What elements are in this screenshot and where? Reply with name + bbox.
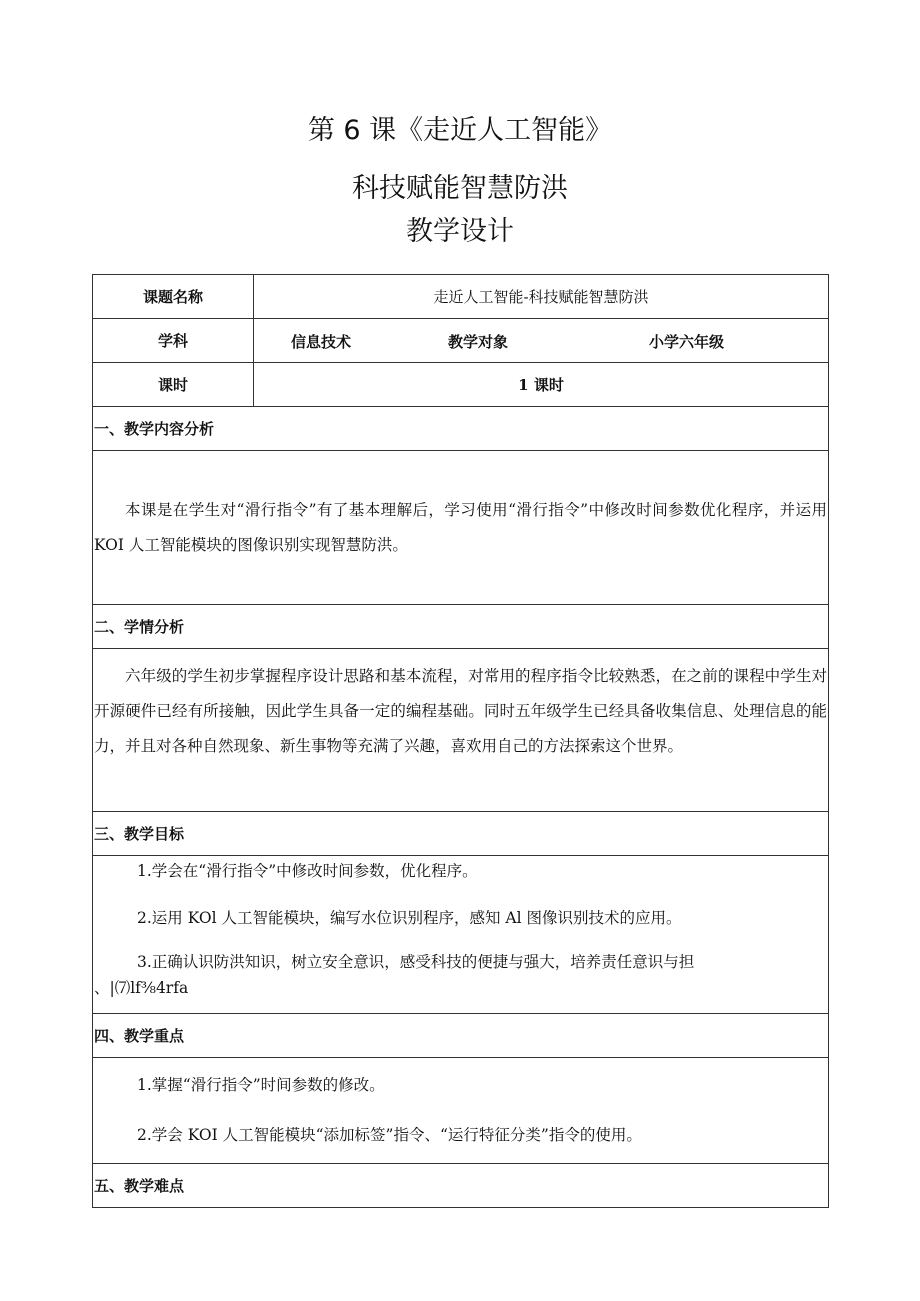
subject-row <box>93 319 829 363</box>
section-2-header-row <box>93 605 829 649</box>
section-3-header-row <box>93 812 829 856</box>
subject-cell <box>254 319 829 363</box>
section-1-body-row <box>93 451 829 605</box>
section-4-title: 四、教学重点 <box>93 1014 829 1058</box>
section-1-header-row <box>93 407 829 451</box>
section-4-body <box>93 1058 829 1164</box>
goal-item-3-tail: 、|⑺lf⅜4rfa <box>94 979 189 997</box>
section-5-header-row <box>93 1164 829 1208</box>
goal-item-1: 1.学会在“滑行指令”中修改时间参数，优化程序。 <box>137 862 478 880</box>
subject-label: 学科 <box>93 319 254 363</box>
section-1-body <box>93 451 829 605</box>
section-5-title: 五、教学难点 <box>93 1164 829 1208</box>
key-point-2: 2.学会 KOI 人工智能模块“添加标签”指令、“运行特征分类”指令的使用。 <box>137 1126 642 1144</box>
section-3-title: 三、教学目标 <box>93 812 829 856</box>
section-3-body-row <box>93 856 829 1014</box>
goal-item-2: 2.运用 KOl 人工智能模块，编写水位识别程序，感知 Al 图像识别技术的应用。 <box>137 909 682 927</box>
lesson-title: 第 6 课《走近人工智能》 <box>307 115 613 146</box>
course-name-row <box>93 275 829 319</box>
course-name-label: 课题名称 <box>93 275 254 319</box>
section-2-body <box>93 649 829 812</box>
section-1-title: 一、教学内容分析 <box>93 407 829 451</box>
hours-label: 课时 <box>93 363 254 407</box>
lesson-subtitle: 科技赋能智慧防洪 <box>352 173 568 204</box>
course-name-value: 走近人工智能-科技赋能智慧防洪 <box>254 275 829 319</box>
hours-value: 1 课时 <box>254 363 829 407</box>
document-type: 教学设计 <box>406 216 514 247</box>
section-2-body-row <box>93 649 829 812</box>
section-3-body <box>93 856 829 1014</box>
section-4-body-row <box>93 1058 829 1164</box>
subject-value: 信息技术 <box>291 333 352 351</box>
hours-row <box>93 363 829 407</box>
lesson-plan-table <box>92 274 829 1208</box>
key-point-1: 1.掌握“滑行指令”时间参数的修改。 <box>137 1076 385 1094</box>
goal-item-3: 3.正确认识防洪知识，树立安全意识，感受科技的便捷与强大，培养责任意识与担 <box>137 953 695 971</box>
section-1-text: 本课是在学生对“滑行指令”有了基本理解后，学习使用“滑行指令”中修改时间参数优化程序，并运用 KOI 人工智能模块的图像识别实现智慧防洪。 <box>94 500 827 554</box>
section-2-text: 六年级的学生初步掌握程序设计思路和基本流程，对常用的程序指令比较熟悉，在之前的课程中学生对开源硬件已经有所接触，因此学生具备一定的编程基础。同时五年级学生已经具备收集信息、处理信息的能力，并且对各种自然现象、新生事物等充满了兴趣，喜欢用自己的方法探索这个世界。 <box>94 667 827 755</box>
section-4-header-row <box>93 1014 829 1058</box>
audience-label: 教学对象 <box>448 333 509 351</box>
audience-value: 小学六年级 <box>649 333 725 351</box>
section-2-title: 二、学情分析 <box>93 605 829 649</box>
